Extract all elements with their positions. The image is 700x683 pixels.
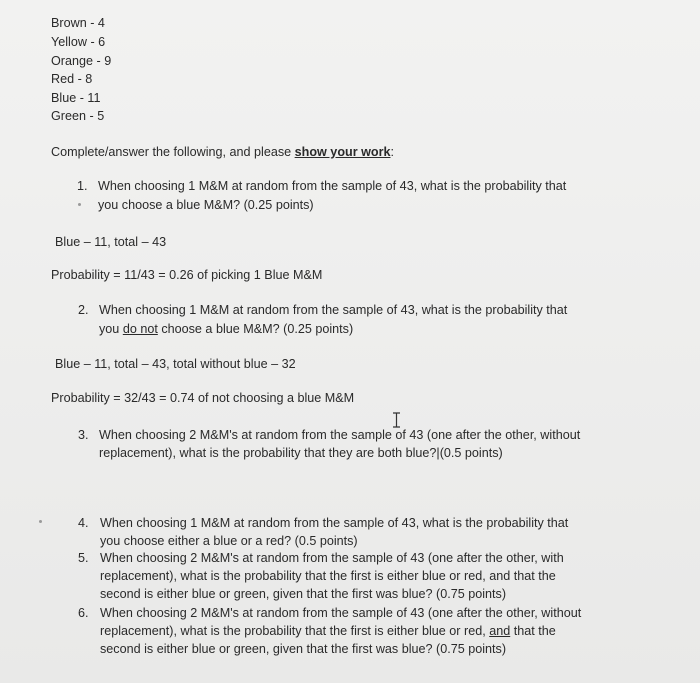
color-count-orange: Orange - 9 <box>51 54 112 68</box>
question-5-line-3: second is either blue or green, given that the first was blue? (0.75 points) <box>100 587 507 601</box>
question-3-number: 3. <box>78 428 89 442</box>
bullet-mark <box>78 203 81 206</box>
answer-1-line-1: Blue – 11, total – 43 <box>55 235 167 249</box>
instruction-emphasis: show your work <box>294 145 391 159</box>
question-6-line-2-suffix: that the <box>510 624 556 638</box>
instruction-text <box>51 143 394 161</box>
question-5-number: 5. <box>78 551 89 565</box>
question-2-number: 2. <box>78 303 89 317</box>
question-4-number: 4. <box>78 516 89 530</box>
text-cursor-icon <box>392 412 401 428</box>
question-1-line-1: When choosing 1 M&M at random from the sample of 43, what is the probability that <box>98 179 567 193</box>
question-3-line-1: When choosing 2 M&M's at random from the sample of 43 (one after the other, without <box>99 428 581 442</box>
question-5-line-2: replacement), what is the probability that the first is either blue or red, and that the <box>100 569 556 583</box>
question-5-line-1: When choosing 2 M&M's at random from the sample of 43 (one after the other, with <box>100 551 564 565</box>
color-count-green: Green - 5 <box>51 109 105 123</box>
color-count-red: Red - 8 <box>51 72 93 86</box>
answer-1-line-2: Probability = 11/43 = 0.26 of picking 1 Blue M&M <box>51 268 323 282</box>
question-2-do-not: do not <box>122 322 158 336</box>
instruction-suffix: : <box>390 145 394 159</box>
question-6-line-1: When choosing 2 M&M's at random from the sample of 43 (one after the other, without <box>100 606 582 620</box>
instruction-prefix: Complete/answer the following, and please <box>51 145 295 159</box>
question-2-line-2-prefix: you <box>99 322 123 336</box>
question-6-number: 6. <box>78 606 89 620</box>
question-4-line-1: When choosing 1 M&M at random from the sample of 43, what is the probability that <box>100 516 569 530</box>
answer-2-line-1: Blue – 11, total – 43, total without blue – 32 <box>55 357 296 371</box>
question-2-line-2-suffix: choose a blue M&M? (0.25 points) <box>157 322 354 336</box>
question-3-line-2: replacement), what is the probability that they are both blue?|(0.5 points) <box>99 446 503 460</box>
color-count-brown: Brown - 4 <box>51 16 105 30</box>
color-count-blue: Blue - 11 <box>51 91 101 105</box>
question-1-line-2: you choose a blue M&M? (0.25 points) <box>98 198 314 212</box>
question-1-number: 1. <box>77 179 88 193</box>
answer-2-line-2: Probability = 32/43 = 0.74 of not choosing a blue M&M <box>51 391 355 405</box>
question-6-line-2-prefix: replacement), what is the probability that the first is either blue or red, <box>100 624 490 638</box>
question-6-line-2 <box>100 622 556 640</box>
question-2-line-1: When choosing 1 M&M at random from the sample of 43, what is the probability that <box>99 303 568 317</box>
question-2-line-2 <box>99 320 353 338</box>
question-6-and: and <box>489 624 511 638</box>
question-4-line-2: you choose either a blue or a red? (0.5 points) <box>100 534 358 548</box>
bullet-mark <box>39 520 42 523</box>
color-count-yellow: Yellow - 6 <box>51 35 106 49</box>
question-6-line-3: second is either blue or green, given that the first was blue? (0.75 points) <box>100 642 507 656</box>
